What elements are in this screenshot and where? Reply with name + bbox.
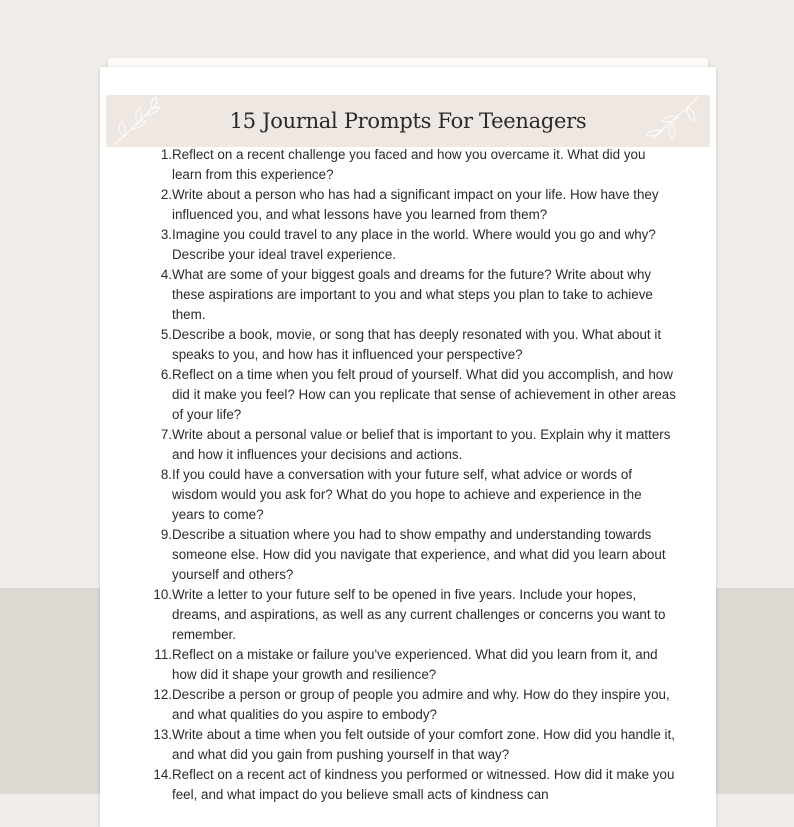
title-banner xyxy=(106,95,710,147)
list-item xyxy=(148,645,678,685)
item-number: 5. xyxy=(160,327,172,342)
item-text: Write about a time when you felt outside of your comfort zone. How did you handle it, and what did you gain from pushing yourself in that way? xyxy=(172,727,675,762)
item-number: 8. xyxy=(160,467,172,482)
item-text: Describe a situation where you had to show empathy and understanding towards someone else. How did you navigate that experience, and what did you learn about yourself and others? xyxy=(172,527,666,582)
list-item xyxy=(148,265,678,325)
item-number: 7. xyxy=(160,427,172,442)
leaf-branch-icon xyxy=(632,95,702,147)
list-item xyxy=(148,145,678,185)
document-page xyxy=(100,67,716,827)
item-number: 14. xyxy=(153,767,172,782)
item-text: Write about a personal value or belief that is important to you. Explain why it matters and how it influences your decisions and actions. xyxy=(172,427,671,462)
item-number: 11. xyxy=(154,647,172,662)
page-title: 15 Journal Prompts For Teenagers xyxy=(229,109,587,133)
list-item xyxy=(148,465,678,525)
prompt-list xyxy=(148,145,678,805)
item-text: If you could have a conversation with your future self, what advice or words of wisdom would you ask for? What do you hope to achieve and experience in the years to come? xyxy=(172,467,642,522)
list-item xyxy=(148,685,678,725)
item-text: Describe a book, movie, or song that has deeply resonated with you. What about it speaks to you, and how has it influenced your perspective? xyxy=(172,327,662,362)
list-item xyxy=(148,585,678,645)
item-number: 6. xyxy=(160,367,172,382)
item-text: Reflect on a time when you felt proud of yourself. What did you accomplish, and how did it make you feel? How can you replicate that sense of achievement in other areas of your life? xyxy=(172,367,676,422)
list-item xyxy=(148,765,678,805)
item-text: What are some of your biggest goals and dreams for the future? Write about why these aspirations are important to you and what steps you plan to take to achieve them. xyxy=(172,267,653,322)
list-item xyxy=(148,525,678,585)
list-item xyxy=(148,225,678,265)
item-text: Write a letter to your future self to be opened in five years. Include your hopes, dreams, and aspirations, as well as any current challenges or concerns you want to remember. xyxy=(172,587,666,642)
item-text: Describe a person or group of people you admire and why. How do they inspire you, and what qualities do you aspire to embody? xyxy=(172,687,670,722)
item-number: 1. xyxy=(160,147,172,162)
item-text: Reflect on a recent act of kindness you performed or witnessed. How did it make you feel, and what impact do you believe small acts of kindness can xyxy=(172,767,675,802)
list-item xyxy=(148,325,678,365)
item-text: Imagine you could travel to any place in the world. Where would you go and why? Describe your ideal travel experience. xyxy=(172,227,656,262)
list-item xyxy=(148,365,678,425)
item-number: 12. xyxy=(153,687,172,702)
item-text: Write about a person who has had a significant impact on your life. How have they influenced you, and what lessons have you learned from them? xyxy=(172,187,659,222)
list-item xyxy=(148,425,678,465)
item-number: 13. xyxy=(153,727,172,742)
list-item xyxy=(148,725,678,765)
item-number: 3. xyxy=(160,227,172,242)
item-text: Reflect on a recent challenge you faced and how you overcame it. What did you learn from this experience? xyxy=(172,147,646,182)
item-number: 9. xyxy=(160,527,172,542)
item-text: Reflect on a mistake or failure you've experienced. What did you learn from it, and how did it shape your growth and resilience? xyxy=(172,647,658,682)
item-number: 10. xyxy=(153,587,172,602)
item-number: 2. xyxy=(160,187,172,202)
item-number: 4. xyxy=(160,267,172,282)
list-item xyxy=(148,185,678,225)
